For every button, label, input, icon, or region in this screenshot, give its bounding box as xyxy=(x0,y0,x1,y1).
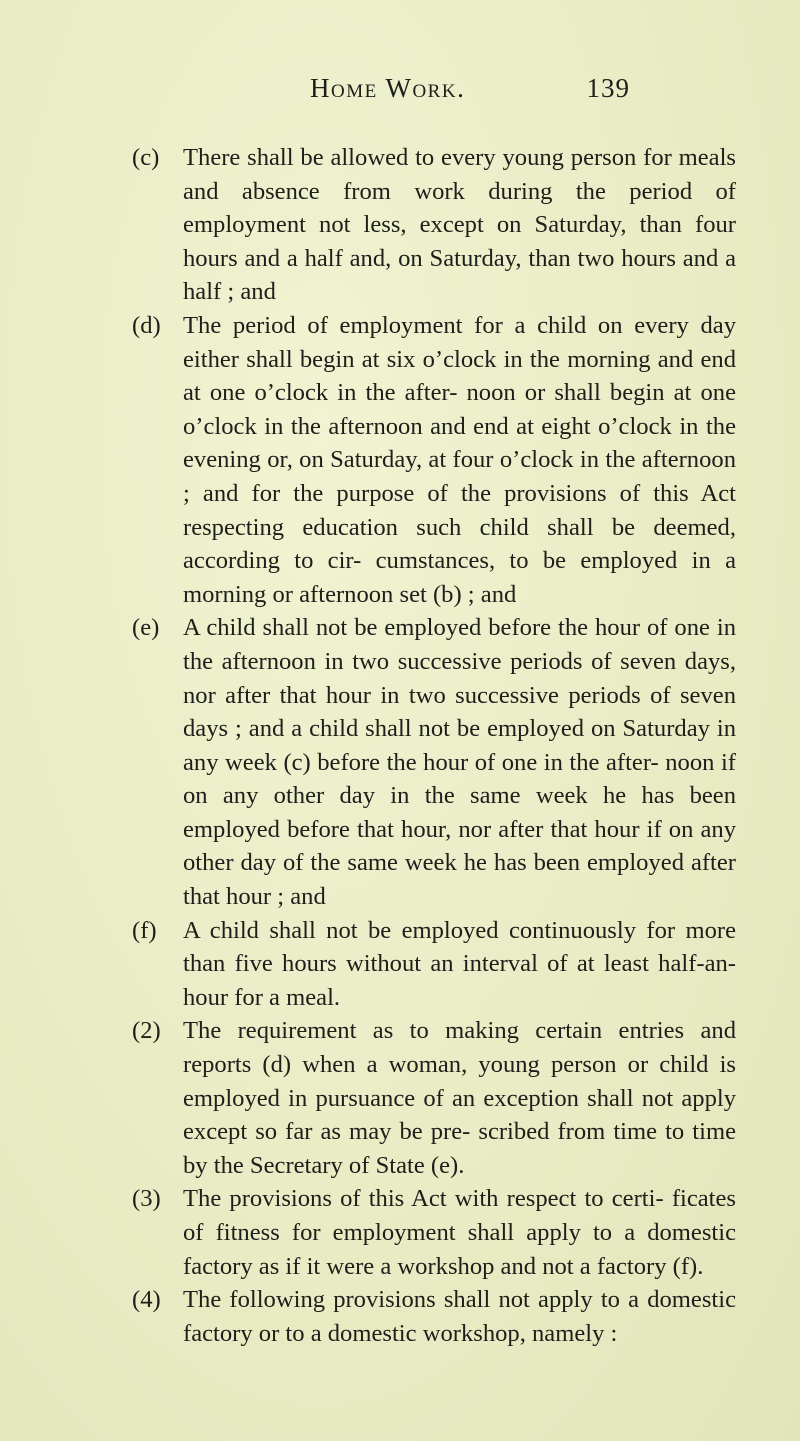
subsection-text: The requirement as to making certain entries and reports (d) when a woman, young person or child is employed in pursuance of an exception shall not apply except so far as may be pre- scribed from time to time by the Secretary of State (e). xyxy=(183,1017,736,1179)
subsection-marker: (2) xyxy=(132,1017,161,1045)
subsection-4 xyxy=(132,1283,736,1350)
subsection-text: The provisions of this Act with respect to certi- ficates of fitness for employment shall apply to a domestic factory as if it were a workshop and not a factory (f). xyxy=(183,1185,736,1280)
clause-marker: (f) xyxy=(132,916,157,944)
clause-marker: (c) xyxy=(132,144,160,171)
clause-text: A child shall not be employed before the hour of one in the afternoon in two successive periods of seven days, nor after that hour in two successive periods of seven days ; and a child shall not be employed on Saturday in any week (c) before the hour of one in the after- noon if on any other day in the same week he has been employed before that hour, nor after that hour if on any other day of the same week he has been employed after that hour ; and xyxy=(183,614,736,911)
page-header xyxy=(0,73,800,113)
running-head: Home Work. xyxy=(310,73,466,103)
clause-text: A child shall not be employed continuously for more than five hours without an interval of at least half-an-hour for a meal. xyxy=(183,916,736,1011)
clause-d xyxy=(132,309,736,611)
clause-f xyxy=(132,914,736,1015)
subsection-3 xyxy=(132,1182,736,1283)
subsection-marker: (3) xyxy=(132,1185,161,1213)
clause-marker: (e) xyxy=(132,614,160,642)
body-text xyxy=(132,141,736,1350)
subsection-marker: (4) xyxy=(132,1286,161,1314)
page-number: 139 xyxy=(586,73,630,103)
subsection-2 xyxy=(132,1014,736,1182)
clause-marker: (d) xyxy=(132,311,161,339)
clause-e xyxy=(132,611,736,913)
subsection-text: The following provisions shall not apply to a domestic factory or to a domestic workshop, namely : xyxy=(183,1286,736,1347)
clause-text: The period of employment for a child on every day either shall begin at six o’clock in the morning and end at one o’clock in the after- noon or shall begin at one o’clock in the afternoon and end at eight o’clock in the evening or, on Saturday, at four o’clock in the afternoon ; and for the purpose of the provisions of this Act respecting education such child shall be deemed, according to cir- cumstances, to be employed in a morning or afternoon set (b) ; and xyxy=(183,311,736,608)
clause-c xyxy=(132,141,736,309)
clause-text: There shall be allowed to every young person for meals and absence from work during the period of employment not less, except on Saturday, than four hours and a half and, on Saturday, than two hours and a half ; and xyxy=(183,144,736,306)
